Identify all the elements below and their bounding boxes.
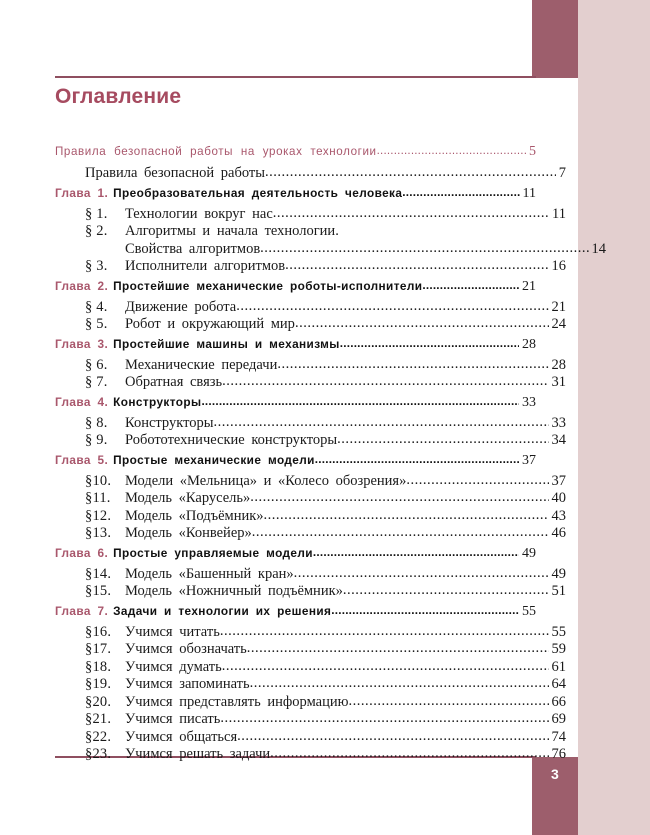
toc-page-number: 24: [551, 316, 566, 332]
toc-entry-paragraph[interactable]: [55, 491, 566, 506]
toc-entry-paragraph[interactable]: [55, 730, 566, 745]
toc-section-number: §14.: [85, 565, 112, 582]
toc-entry-paragraph[interactable]: [55, 509, 566, 524]
toc-section-number: §20.: [85, 693, 112, 710]
toc-page-number: 55: [551, 623, 566, 640]
toc-section-number: § 2.: [85, 223, 108, 239]
toc-entry-label: Движение робота: [125, 298, 237, 315]
toc-leader-dots: [252, 525, 549, 540]
toc-section-number: § 4.: [85, 298, 108, 315]
toc-page-number: 74: [551, 728, 566, 745]
toc-section-number: § 8.: [85, 414, 108, 431]
toc-entry-label: Конструкторы: [113, 394, 202, 409]
toc-leader-dots: [422, 280, 519, 292]
toc-entry-label: Модель «Башенный кран»: [125, 565, 294, 582]
toc-page-number: 64: [551, 676, 566, 692]
toc-leader-dots: [247, 641, 549, 656]
toc-page-number: 51: [551, 583, 566, 599]
title-rule-top: [55, 76, 536, 78]
toc-section-number: § 7.: [85, 374, 108, 390]
toc-entry-paragraph[interactable]: [55, 642, 566, 657]
toc-entry-label: Алгоритмы и начала технологии.: [125, 223, 339, 239]
toc-leader-dots: [402, 187, 519, 199]
toc-leader-dots: [294, 566, 549, 581]
toc-entry-label: Робототехнические конструкторы: [125, 432, 338, 448]
toc-entry-paragraph[interactable]: [55, 677, 566, 692]
toc-page-number: 16: [551, 258, 566, 274]
toc-entry-paragraph[interactable]: [55, 416, 566, 431]
toc-page-number: 66: [551, 693, 566, 710]
toc-leader-dots: [337, 432, 548, 447]
toc-entry-label: Правила безопасной работы: [85, 165, 265, 181]
toc-chapter-tag: Глава 7.: [55, 603, 109, 618]
toc-entry-paragraph[interactable]: [55, 375, 566, 390]
toc-entry-label: Модель «Подъёмник»: [125, 507, 264, 524]
toc-leader-dots: [237, 729, 548, 744]
toc-chapter-tag: Глава 3.: [55, 336, 109, 351]
toc-leader-dots: [277, 357, 548, 372]
toc-entry-label: Учимся решать задачи: [125, 746, 271, 762]
toc-page-number: 43: [551, 507, 566, 524]
toc-leader-dots: [265, 165, 556, 180]
toc-chapter-tag: Глава 6.: [55, 545, 109, 560]
toc-entry-label: Простые механические модели: [113, 452, 315, 467]
toc-page-number: 37: [522, 452, 536, 468]
toc-entry-label: Модель «Ножничный подъёмник»: [125, 583, 343, 599]
toc-leader-dots: [340, 338, 519, 350]
toc-entry-chapter[interactable]: [55, 338, 536, 352]
toc-leader-dots: [313, 547, 519, 559]
toc-leader-dots: [348, 694, 548, 709]
toc-entry-paragraph[interactable]: [55, 259, 566, 274]
toc-leader-dots: [222, 659, 549, 674]
toc-leader-dots: [295, 316, 549, 331]
toc-leader-dots: [315, 454, 519, 466]
toc-entry-label: Обратная связь: [125, 374, 223, 390]
toc-section-number: §23.: [85, 746, 112, 762]
toc-leader-dots: [377, 145, 526, 157]
toc-page-number: 14: [591, 240, 606, 257]
toc-entry-paragraph[interactable]: [55, 474, 566, 489]
toc-page-number: 55: [522, 603, 536, 619]
toc-leader-dots: [285, 258, 548, 273]
toc-section-number: §15.: [85, 583, 112, 599]
toc-page-number: 34: [551, 432, 566, 448]
toc-entry-paragraph[interactable]: [55, 224, 566, 239]
toc-entry-paragraph[interactable]: [55, 567, 566, 582]
toc-section-number: §22.: [85, 728, 112, 745]
toc-page-number: 40: [551, 490, 566, 506]
toc-page-number: 37: [551, 472, 566, 489]
toc-entry-label: Учимся думать: [125, 658, 222, 675]
toc-entry-paragraph[interactable]: [55, 747, 566, 762]
toc-leader-dots: [331, 605, 519, 617]
toc-entry-paragraph[interactable]: [55, 300, 566, 315]
toc-section-number: §10.: [85, 472, 112, 489]
toc-leader-dots: [250, 490, 548, 505]
page-title: Оглавление: [55, 85, 182, 108]
toc-section-number: §19.: [85, 676, 112, 692]
toc-page-number: 31: [551, 374, 566, 390]
toc-entry-label: Простые управляемые модели: [113, 545, 313, 560]
toc-entry-paragraph[interactable]: [55, 625, 566, 640]
toc-section-number: § 5.: [85, 316, 108, 332]
toc-entry-label: Модели «Мельница» и «Колесо обозрения»: [125, 472, 407, 489]
toc-entry-paragraph[interactable]: [55, 433, 566, 448]
toc-entry-paragraph[interactable]: [55, 358, 566, 373]
toc-entry-chapter[interactable]: [55, 454, 536, 468]
toc-leader-dots: [222, 374, 548, 389]
toc-page-number: 49: [551, 565, 566, 582]
toc-section-number: §18.: [85, 658, 112, 675]
toc-entry-paragraph[interactable]: [55, 207, 566, 222]
toc-entry-label: Задачи и технологии их решения: [113, 603, 332, 618]
toc-entry-paragraph[interactable]: [55, 317, 566, 332]
toc-leader-dots: [406, 473, 548, 488]
toc-chapter-tag: Глава 4.: [55, 394, 109, 409]
page-edge-band: [578, 0, 650, 835]
toc-section-number: §16.: [85, 623, 112, 640]
toc-section-number: § 6.: [85, 356, 108, 373]
toc-entry-label: Учимся писать: [125, 711, 221, 727]
toc-leader-dots: [264, 508, 549, 523]
toc-page-number: 11: [552, 205, 566, 222]
toc-page-number: 59: [551, 641, 566, 657]
toc-entry-label: Учимся общаться: [125, 728, 238, 745]
toc-entry-label: Преобразовательная деятельность человека: [113, 185, 403, 200]
toc-entry-paragraph[interactable]: [55, 526, 566, 541]
toc-leader-dots: [260, 241, 588, 256]
toc-entry-label: Учимся читать: [125, 623, 220, 640]
toc-page-number: 46: [551, 525, 566, 541]
toc-leader-dots: [343, 583, 549, 598]
toc-chapter-tag: Глава 2.: [55, 278, 109, 293]
toc-entry-part[interactable]: [55, 145, 536, 159]
toc-entry-subsection[interactable]: [55, 166, 566, 181]
toc-section-number: §17.: [85, 641, 112, 657]
toc-entry-label: Робот и окружающий мир: [125, 316, 295, 332]
toc-page-number: 28: [522, 336, 536, 352]
toc-section-number: § 3.: [85, 258, 108, 274]
header-accent-block: [532, 0, 578, 78]
toc-section-number: § 1.: [85, 205, 108, 222]
toc-entry-chapter[interactable]: [55, 396, 536, 410]
toc-entry-label: Модель «Конвейер»: [125, 525, 252, 541]
toc-entry-paragraph[interactable]: [55, 695, 566, 710]
toc-page-number: 76: [551, 746, 566, 762]
toc-entry-label: Модель «Карусель»: [125, 490, 251, 506]
toc-entry-chapter[interactable]: [55, 605, 536, 619]
toc-entry-label: Технологии вокруг нас: [125, 205, 273, 222]
toc-entry-label: Исполнители алгоритмов: [125, 258, 286, 274]
toc-page-number: 33: [551, 414, 566, 431]
toc-page-number: 21: [551, 298, 566, 315]
toc-leader-dots: [250, 676, 549, 691]
toc-entry-label: Свойства алгоритмов: [125, 240, 261, 257]
toc-entry-paragraph[interactable]: [55, 660, 566, 675]
toc-leader-dots: [220, 624, 549, 639]
toc-entry-label: Учимся обозначать: [125, 641, 247, 657]
toc-leader-dots: [201, 396, 519, 408]
toc-page-number: 7: [558, 165, 566, 181]
toc-page-number: 5: [529, 144, 536, 159]
toc-section-number: §21.: [85, 711, 112, 727]
toc-section-number: §11.: [85, 490, 111, 506]
toc-entry-chapter[interactable]: [55, 280, 536, 294]
toc-entry-label: Учимся представлять информацию: [125, 693, 349, 710]
toc-entry-paragraph[interactable]: [55, 584, 566, 599]
toc-page-number: 11: [522, 185, 536, 201]
toc-page-number: 61: [551, 658, 566, 675]
toc-leader-dots: [270, 746, 548, 761]
toc-entry-continuation[interactable]: [55, 242, 606, 257]
page-number: 3: [550, 766, 560, 782]
toc-entry-label: Простейшие механические роботы-исполнители: [113, 278, 423, 293]
toc-entry-label: Механические передачи: [125, 356, 278, 373]
toc-page-number: 49: [522, 545, 536, 561]
toc-page-number: 69: [551, 711, 566, 727]
toc-section-number: § 9.: [85, 432, 108, 448]
toc-chapter-tag: Глава 1.: [55, 185, 109, 200]
toc-entry-paragraph[interactable]: [55, 712, 566, 727]
toc-entry-label: Конструкторы: [125, 414, 214, 431]
toc-leader-dots: [213, 415, 548, 430]
toc-page-number: 28: [551, 356, 566, 373]
table-of-contents: [55, 144, 606, 765]
toc-page-number: 21: [522, 278, 536, 294]
toc-entry-label: Учимся запоминать: [125, 676, 250, 692]
toc-entry-chapter[interactable]: [55, 187, 536, 201]
toc-section-number: §13.: [85, 525, 112, 541]
toc-section-number: §12.: [85, 507, 112, 524]
toc-entry-chapter[interactable]: [55, 547, 536, 561]
toc-leader-dots: [220, 711, 548, 726]
toc-leader-dots: [273, 206, 549, 221]
toc-chapter-tag: Глава 5.: [55, 452, 109, 467]
toc-entry-label: Правила безопасной работы на уроках технологии: [55, 145, 377, 158]
toc-entry-label: Простейшие машины и механизмы: [113, 336, 340, 351]
toc-leader-dots: [236, 299, 548, 314]
toc-page-number: 33: [522, 394, 536, 410]
